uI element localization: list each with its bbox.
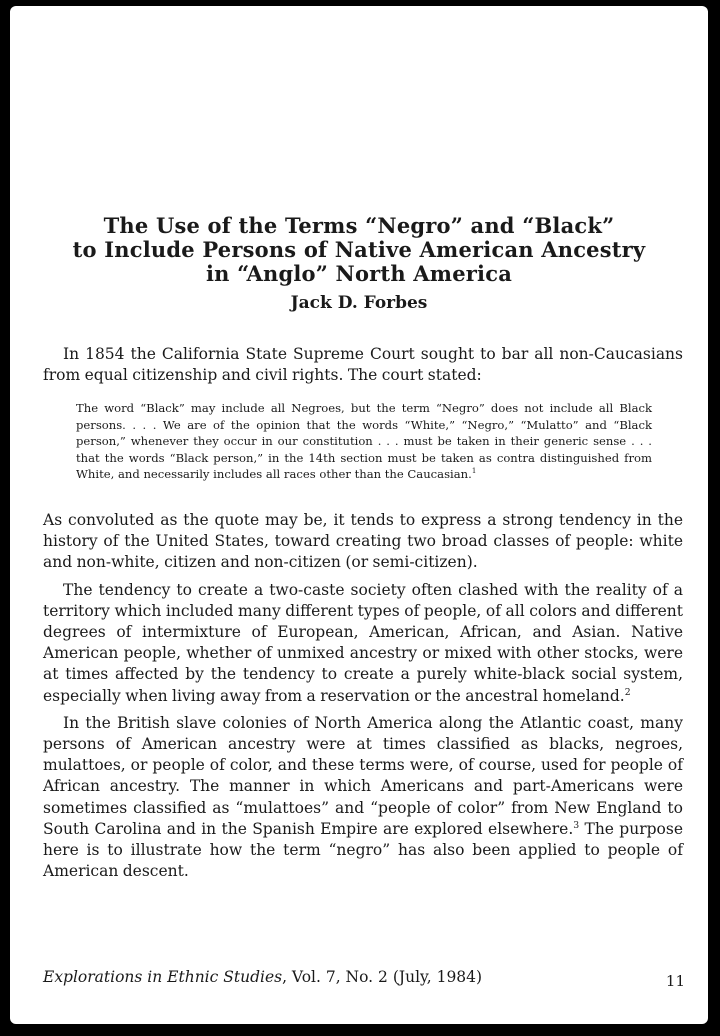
footnote-ref-1: 1 [471, 467, 477, 476]
footnote-ref-3: 3 [573, 819, 580, 831]
quote-text: The word “Black” may include all Negroes, but the term “Negro” does not include all Black persons. . . . We are of the opinion that the words “White,” “Negro,” “Mulatto” and “Black person,” whenever they occur in our constitution . . . must be taken in their generic sense . . . that the words “Black person,” in the 14th section must be taken as contra distinguished from White, and necessarily includes all races other than the Caucasian. [76, 401, 652, 481]
footnote-ref-2: 2 [624, 686, 631, 698]
journal-citation: , Vol. 7, No. 2 (July, 1984) [282, 968, 483, 986]
paragraph-2 [43, 580, 683, 707]
title-line-1: The Use of the Terms “Negro” and “Black” [103, 213, 615, 238]
block-quote [76, 400, 652, 483]
article-header [10, 214, 708, 314]
paragraph-2-text: The tendency to create a two-caste society often clashed with the reality of a territory which included many different types of people, of all colors and different degrees of intermixture of European, American, African, and Asian. Native American people, whether of unmixed ancestry or mixed with other stocks, were at times affected by the tendency to create a purely white-black social system, especially when living away from a reservation or the ancestral homeland. [43, 580, 683, 705]
paragraph-3 [43, 713, 683, 883]
title-line-2: to Include Persons of Native American Ancestry [72, 237, 646, 262]
page-number: 11 [665, 972, 685, 990]
journal-name: Explorations in Ethnic Studies [43, 968, 283, 986]
intro-paragraph: In 1854 the California State Supreme Court sought to bar all non-Caucasians from equal citizenship and civil rights. The court stated: [43, 345, 683, 385]
intro-paragraph-block [43, 344, 683, 386]
main-text [43, 510, 683, 882]
page-footer [43, 968, 685, 990]
paragraph-3-text-a: In the British slave colonies of North America along the Atlantic coast, many persons of American ancestry were at times classified as blacks, negroes, mulattoes, or people of color, and these terms were, of course, used for people of African ancestry. The manner in which Americans and part-Americans were sometimes classified as “mulattoes” and “people of color” from New England to South Carolina and in the Spanish Empire are explored elsewhere. [43, 713, 683, 838]
author-name: Jack D. Forbes [290, 293, 428, 313]
document-page [10, 6, 708, 1024]
paragraph-3-text-b: The purpose here is to illustrate how the term “negro” has also been applied to people of American descent. [43, 819, 683, 881]
title-line-3: in “Anglo” North America [205, 261, 513, 286]
paragraph-1: As convoluted as the quote may be, it tends to express a strong tendency in the history of the United States, toward creating two broad classes of people: white and non-white, citizen and non-citizen (or semi-citizen). [43, 511, 683, 572]
